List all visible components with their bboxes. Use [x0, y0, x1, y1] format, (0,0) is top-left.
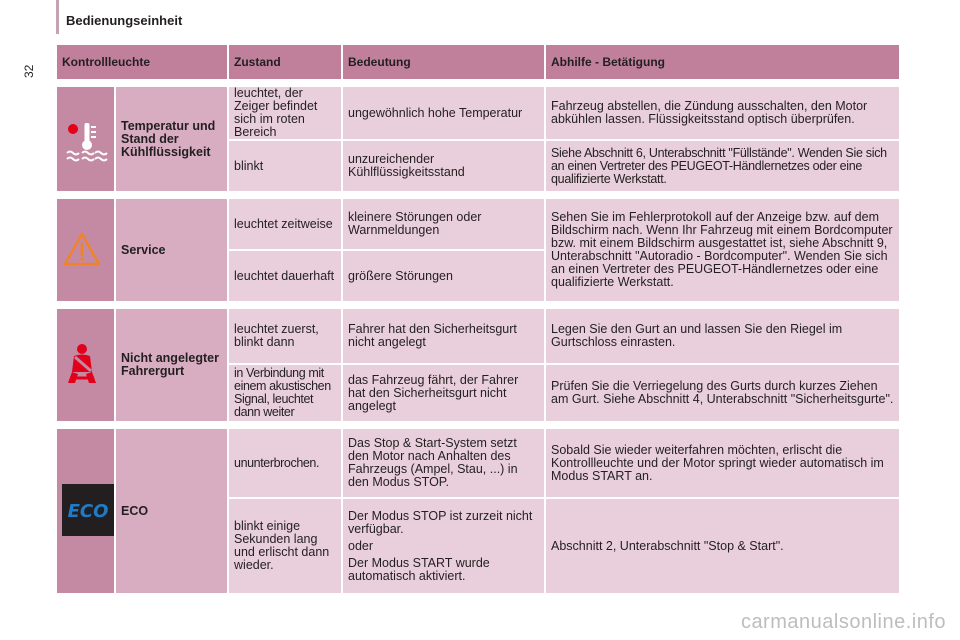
- seatbelt-icon: [62, 342, 102, 386]
- meaning-cell: größere Störungen: [343, 251, 546, 303]
- action-cell: Prüfen Sie die Verriegelung des Gurts durch kurzes Ziehen am Gurt. Siehe Abschnitt 4, Unterabschnitt "Sicherheitsgurte".: [546, 365, 901, 423]
- meaning-cell: Das Stop & Start-System setzt den Motor nach Anhalten des Fahrzeugs (Ampel, Stau, ...) in den Modus STOP.: [343, 429, 546, 499]
- state-cell: blinkt einige Sekunden lang und erlischt dann wieder.: [229, 499, 343, 595]
- warning-lights-table: [57, 45, 901, 595]
- meaning-cell: [343, 499, 546, 595]
- header-abhilfe: Abhilfe - Betätigung: [546, 45, 901, 81]
- light-name: Temperatur und Stand der Kühlflüssigkeit: [116, 87, 229, 193]
- table-row: [57, 429, 901, 499]
- state-cell: leuchtet dauerhaft: [229, 251, 343, 303]
- meaning-cell: unzureichender Kühlflüssigkeitsstand: [343, 141, 546, 193]
- light-name: ECO: [116, 429, 229, 595]
- action-cell: Legen Sie den Gurt an und lassen Sie den Riegel im Gurtschloss einrasten.: [546, 309, 901, 365]
- header-bedeutung: Bedeutung: [343, 45, 546, 81]
- header-kontrollleuchte: Kontrollleuchte: [57, 45, 229, 81]
- state-cell: in Verbindung mit einem akustischen Signal, leuchtet dann weiter: [229, 365, 343, 423]
- coolant-icon-cell: [57, 87, 116, 193]
- coolant-temperature-icon: [62, 111, 112, 165]
- action-cell: Fahrzeug abstellen, die Zündung ausschalten, den Motor abkühlen lassen. Flüssigkeitsstand optisch überprüfen.: [546, 87, 901, 141]
- eco-icon: [62, 484, 114, 536]
- table-row: [57, 309, 901, 365]
- action-cell: Sehen Sie im Fehlerprotokoll auf der Anzeige bzw. auf dem Bildschirm nach. Wenn Ihr Fahrzeug mit einem Bordcomputer bzw. mit einem Bildschirm ausgestattet ist, siehe Abschnitt 9, Unterabschnitt "Autoradio - Bordcomputer". Wenden Sie sich an einen Vertreter des PEUGEOT-Händlernetzes oder eine qualifizierte Werkstatt.: [546, 199, 901, 303]
- light-name: Service: [116, 199, 229, 303]
- service-icon-cell: [57, 199, 116, 303]
- meaning-cell: kleinere Störungen oder Warnmeldungen: [343, 199, 546, 251]
- meaning-cell: Fahrer hat den Sicherheitsgurt nicht angelegt: [343, 309, 546, 365]
- meaning-part: Der Modus START wurde automatisch aktiviert.: [348, 555, 490, 583]
- page-number: 32: [22, 64, 36, 78]
- warning-triangle-icon: [62, 229, 102, 269]
- section-marker: [56, 0, 59, 34]
- state-cell: leuchtet zuerst, blinkt dann: [229, 309, 343, 365]
- action-cell: Siehe Abschnitt 6, Unterabschnitt "Füllstände". Wenden Sie sich an einen Vertreter des PEUGEOT-Händlernetzes oder eine qualifizierte Werkstatt.: [546, 141, 901, 193]
- state-cell: leuchtet, der Zeiger befindet sich im roten Bereich: [229, 87, 343, 141]
- state-cell: blinkt: [229, 141, 343, 193]
- meaning-part: Der Modus STOP ist zurzeit nicht verfügbar.: [348, 508, 533, 536]
- table-header-row: [57, 45, 901, 81]
- meaning-cell: das Fahrzeug fährt, der Fahrer hat den Sicherheitsgurt nicht angelegt: [343, 365, 546, 423]
- eco-icon-cell: [57, 429, 116, 595]
- action-cell: Sobald Sie wieder weiterfahren möchten, erlischt die Kontrollleuchte und der Motor springt wieder automatisch im Modus START an.: [546, 429, 901, 499]
- action-cell: Abschnitt 2, Unterabschnitt "Stop & Start".: [546, 499, 901, 595]
- section-title: Bedienungseinheit: [66, 13, 183, 28]
- meaning-cell: ungewöhnlich hohe Temperatur: [343, 87, 546, 141]
- watermark: carmanualsonline.info: [740, 611, 946, 633]
- table-row: [57, 199, 901, 251]
- light-name: Nicht angelegter Fahrergurt: [116, 309, 229, 423]
- meaning-part: oder: [348, 538, 374, 553]
- seatbelt-icon-cell: [57, 309, 116, 423]
- table-row: [57, 87, 901, 141]
- state-cell: leuchtet zeitweise: [229, 199, 343, 251]
- eco-icon-text: ECO: [67, 500, 109, 522]
- state-cell: ununterbrochen.: [229, 429, 343, 499]
- header-zustand: Zustand: [229, 45, 343, 81]
